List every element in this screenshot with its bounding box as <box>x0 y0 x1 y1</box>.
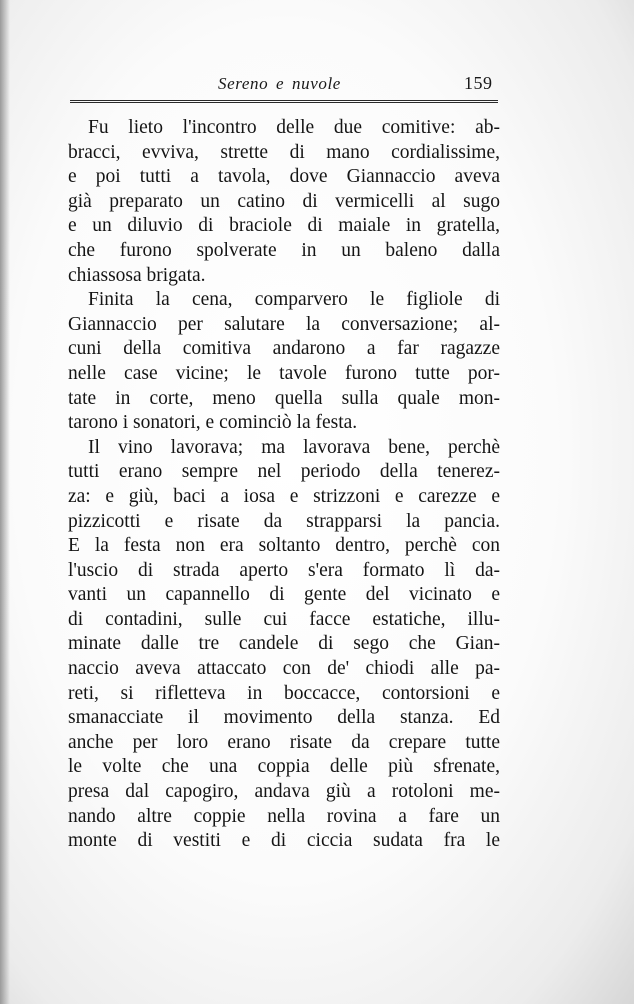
text-line: tutti erano sempre nel periodo della tenerez- <box>68 461 500 483</box>
text-line: monte di vestiti e di ciccia sudata fra le <box>68 830 500 852</box>
text-line: Finita la cena, comparvero le figliole di <box>88 289 500 311</box>
text-line: presa dal capogiro, andava giù a rotoloni me- <box>68 781 500 803</box>
text-line: Fu lieto l'incontro delle due comitive: ab- <box>88 117 500 138</box>
text-line: le volte che una coppia delle più sfrenate, <box>68 756 500 778</box>
text-line: e poi tutti a tavola, dove Giannaccio aveva <box>68 166 500 188</box>
text-line: anche per loro erano risate da crepare tutte <box>68 731 500 753</box>
text-line: tarono i sonatori, e cominciò la festa. <box>68 412 358 434</box>
text-line: minate dalle tre candele di sego che Gian- <box>68 633 500 655</box>
text-line: cuni della comitiva andarono a far ragazze <box>68 338 500 360</box>
text-line: reti, si rifletteva in boccacce, contorsioni e <box>68 682 500 704</box>
text-line: E la festa non era soltanto dentro, perchè con <box>68 535 500 557</box>
text-line: naccio aveva attaccato con de' chiodi alle pa- <box>68 658 500 680</box>
text-line: e un diluvio di braciole di maiale in gratella, <box>68 215 500 237</box>
text-line: za: e giù, baci a iosa e strizzoni e carezze e <box>68 485 500 507</box>
page-number: 159 <box>464 73 493 93</box>
text-line: nando altre coppie nella rovina a fare un <box>68 805 500 827</box>
page-binding-shadow <box>0 0 10 1004</box>
text-line: nelle case vicine; le tavole furono tutte por- <box>68 362 500 384</box>
text-line: che furono spolverate in un baleno dalla <box>68 239 500 261</box>
text-line: già preparato un catino di vermicelli al sugo <box>68 190 500 212</box>
text-line: Il vino lavorava; ma lavorava bene, perchè <box>88 436 500 458</box>
header-rule <box>70 100 498 103</box>
text-line: pizzicotti e risate da strapparsi la pancia. <box>68 510 500 532</box>
text-line: bracci, evviva, strette di mano cordialissime, <box>68 141 500 163</box>
text-line: l'uscio di strada aperto s'era formato lì da- <box>68 559 500 581</box>
text-line: chiassosa brigata. <box>68 264 206 286</box>
running-title: Sereno e nuvole <box>218 74 341 93</box>
text-line: vanti un capannello di gente del vicinato e <box>68 584 500 606</box>
text-line: tate in corte, meno quella sulla quale mon- <box>68 387 500 409</box>
body-text <box>68 116 500 854</box>
text-line: Giannaccio per salutare la conversazione; al- <box>68 313 500 335</box>
text-line: smanacciate il movimento della stanza. Ed <box>68 707 500 729</box>
text-line: di contadini, sulle cui facce estatiche, illu- <box>68 608 500 630</box>
